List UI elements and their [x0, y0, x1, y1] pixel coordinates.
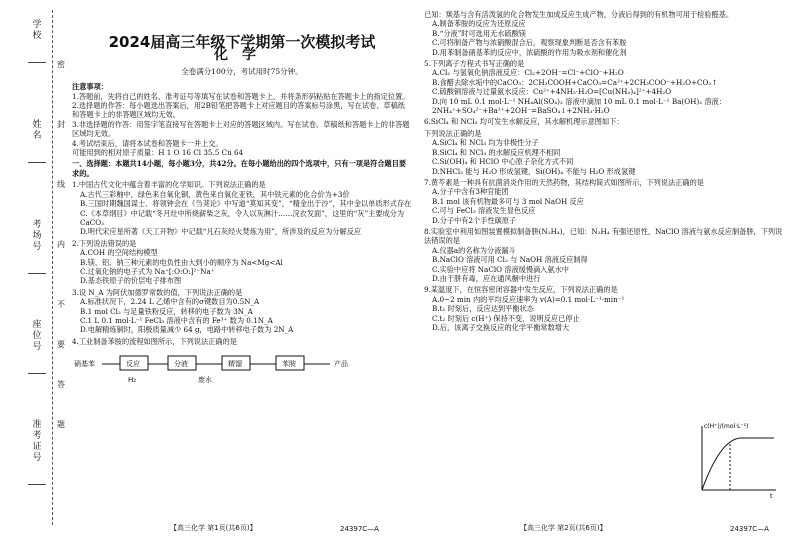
notice-item: 4.考试结束后，请将本试卷和答题卡一并上交。	[72, 138, 223, 148]
question-stem: 8.实验室中利用如图装置模拟制备肼(N₂H₄)，已知：N₂H₄ 有强还原性，NaClO 溶液与氨水反应制备肼，下列说法错误的是	[424, 226, 783, 246]
footer-left: 【高三化学 第1页(共6页)】	[170, 524, 257, 532]
question-option: B.SiCl₄ 和 NCl₃ 的水解反应机理不相同	[432, 147, 561, 157]
question-option: C.可将制备产物与浓硝酸混合后，观察现象判断是否含有苯胺	[432, 38, 627, 48]
left-column	[72, 8, 412, 508]
binding-field-id: 准考证号	[30, 420, 44, 485]
question-stem: 6.SiCl₄ 和 NCl₃ 均可发生水解反应，其水解机理示意图如下：	[424, 117, 624, 127]
question-option: D.基态铁原子的价层电子排布图	[80, 276, 182, 286]
notice-item: 2.选择题的作答：每小题选出答案后，用2B铅笔把答题卡上对应题目的答案标号涂黑，写在试卷、草稿纸和答题卡上的非答题区域均无效。	[72, 101, 405, 120]
question-stem: 3.设 N_A 为阿伏加德罗常数的值，下列说法正确的是	[72, 287, 243, 297]
seal-char: 题	[57, 420, 65, 429]
subject-title: 化学	[214, 47, 270, 64]
flow-label: 废水	[198, 376, 212, 385]
question-option: C.过氧化钠的电子式为 Na⁺[:O:O:]²⁻Na⁺	[80, 266, 215, 276]
question-option: C.可与 FeCl₃ 溶液发生显色反应	[432, 206, 536, 216]
question-option: A.古代三彩釉中，绿色来自氧化铜，黄色来自氧化亚铁，其中铁元素的化合价为+3价	[80, 189, 350, 199]
binding-dashed-line	[52, 10, 53, 525]
question-option: B.NaClO 溶液可用 Cl₂ 与 NaOH 溶液反应制得	[432, 255, 588, 265]
question-option: D.用苯制备硝基苯的反应中，浓硫酸的作用为吸水剂和催化剂	[432, 47, 627, 57]
question-option: D.由于肼有毒，应在通风橱中进行	[432, 273, 541, 283]
question-option: A.仪器a的名称为分液漏斗	[432, 245, 516, 255]
question-option: B.1 mol Cl₂ 与足量铁粉反应，转移的电子数为 3N_A	[80, 306, 253, 316]
question-stem: 2.下列说法错误的是	[72, 238, 137, 248]
question-option: A.标准状况下，2.24 L 乙烯中含有的σ键数目为0.5N_A	[80, 297, 260, 307]
notice-item: 3.非选择题的作答：用签字笔直接写在答题卡上对应的答题区域内。写在试卷、草稿纸和答题卡上的非答题区域均无效。	[72, 119, 410, 139]
section-heading: 一、选择题：本题共14小题，每小题3分，共42分。在每小题给出的四个选项中，只有一项是符合题目要求的。	[72, 159, 407, 178]
question-stem: 4.工业制备苯胺的流程如图所示，下列说法正确的是	[72, 336, 237, 346]
question-option: B.三国时期魏国谋士、将领钟会在《刍荛论》中写道“莫知其变”，“精金出于沙”，其中金以单质形式存在	[80, 199, 412, 209]
notice-item: 可能用到的相对原子质量：H 1 O 16 Cl 35.5 Cu 64	[72, 148, 244, 158]
question-stem: 下列说法正确的是	[424, 128, 482, 138]
question-option: D.向 10 mL 0.1 mol·L⁻¹ NH₄Al(SO₄)₂ 溶液中滴加 10 mL 0.1 mol·L⁻¹ Ba(OH)₂ 溶液：2NH₄⁺+SO₄²⁻+Ba²⁺+2OH⁻=BaSO₄↓+2NH₃·H₂O	[432, 96, 726, 116]
question-stem: 7.黄芩素是一种具有抗菌消炎作用的天然药物，其结构简式如图所示，下列说法正确的是	[424, 177, 704, 187]
flow-label: 产品	[334, 360, 348, 369]
seal-char: 内	[57, 240, 65, 249]
question-option: B.t₁ 时刻后，反应达到平衡状态	[432, 304, 534, 314]
question-option: A.分子中含有3种官能团	[432, 187, 509, 197]
flow-label: 硝基苯	[74, 360, 95, 369]
exam-meta: 全卷满分100分，考试用时75分钟。	[181, 66, 303, 76]
footer-right-code: 24397C—A	[730, 525, 769, 533]
question-option: C.t₂ 时刻后 c(H⁺) 保持不变，说明反应已停止	[432, 313, 580, 323]
flow-label: 精馏	[228, 360, 242, 369]
question-option: C.《本草纲目》中记载“冬月灶中所烧薪柴之灰，令人以灰淋汁……浣衣发面”，这里的“灰”主要成分为CaCO₃	[80, 208, 405, 227]
question-option: A.0~2 min 内的平均反应速率为 v(A)=0.1 mol·L⁻¹·min⁻¹	[432, 294, 625, 304]
question-option: A.COH 的空间结构模型	[80, 248, 158, 258]
question-option: C.硫酸铜溶液与过量氨水反应：Cu²⁺+4NH₃·H₂O=[Cu(NH₃)₄]²⁺+4H₂O	[432, 87, 672, 97]
flow-label: 反应	[126, 360, 140, 369]
notice-list	[72, 92, 412, 158]
seal-char: 封	[57, 120, 65, 129]
seal-char: 要	[57, 340, 65, 349]
question-option: C.1 L 0.1 mol·L⁻¹ FeCl₃ 溶液中含有的 Fe³⁺ 数为 0.1N_A	[80, 315, 273, 325]
graph-xlabel: t	[770, 493, 773, 500]
question-option: A.制备苯胺的反应为还原反应	[432, 19, 526, 29]
binding-field-school: 学校	[30, 20, 44, 63]
question-option: D.后，该离子交换反应的化学平衡常数增大	[432, 323, 570, 332]
question-option: B.食醋去除水垢中的CaCO₃：2CH₃COOH+CaCO₃=Ca²⁺+2CH₃COO⁻+H₂O+CO₂↑	[432, 77, 718, 87]
graph-ylabel: c(H⁺)/(mol·L⁻¹)	[704, 423, 749, 430]
flow-label: 苯胺	[282, 360, 296, 369]
question-stem: 已知：羰基与含有活泼氢的化合物发生加成反应生成产物，分液后得到的有机物可用于检验醛基。	[424, 10, 734, 19]
seal-char: 密	[57, 60, 65, 69]
questions-left	[72, 180, 412, 346]
question-option: C.实验中应将 NaClO 溶液缓慢滴入氨水中	[432, 264, 569, 274]
notice-item: 1.答题前，先将自己的姓名、准考证号等填写在试卷和答题卡上，并将条形码粘贴在答题卡上的指定位置。	[72, 91, 410, 101]
question-option: C.Si(OH)₄ 和 HClO 中心原子杂化方式不同	[432, 157, 574, 167]
question-option: B.“分液”时可选用无水硫酸镁	[432, 28, 526, 38]
question-option: B.1 mol 该有机物最多可与 3 mol NaOH 反应	[432, 196, 584, 206]
question-option: A.SiCl₄ 和 NCl₃ 均为非极性分子	[432, 138, 539, 148]
footer-left-code: 24397C—A	[340, 525, 379, 533]
questions-right	[424, 10, 788, 332]
question-stem: 5.下列离子方程式书写正确的是	[424, 59, 525, 69]
question-option: D.明代宋应星所著《天工开物》中记载“凡石灰经火焚炼为用”，所涉及的反应为分解反应	[80, 227, 362, 237]
binding-field-name: 姓名	[30, 120, 44, 163]
question-option: B.镁、铝、钠三种元素的电负性由大到小的顺序为 Na<Mg<Al	[80, 257, 283, 267]
binding-field-room: 考场号	[30, 220, 44, 274]
seal-char: 答	[57, 380, 65, 389]
flow-label: H₂	[128, 376, 137, 385]
question-option: D.电解精炼铜时，阳极质量减少 64 g，电路中转移电子数为 2N_A	[80, 325, 294, 335]
binding-margin	[6, 0, 66, 537]
question-option: A.Cl₂ 与氢氧化钠溶液反应：Cl₂+2OH⁻=Cl⁻+ClO⁻+H₂O	[432, 68, 624, 78]
concentration-graph	[690, 420, 780, 500]
exam-title: 2024届高三年级下学期第一次模拟考试	[108, 33, 376, 51]
question-option: D.分子中有2个手性碳原子	[432, 215, 517, 225]
flow-label: 分液	[174, 360, 188, 369]
notice-heading: 注意事项：	[72, 82, 108, 92]
footer-right: 【高三化学 第2页(共6页)】	[520, 524, 607, 532]
question-stem: 1.中国古代文化中蕴含着丰富的化学知识。下列说法正确的是	[72, 180, 266, 190]
seal-char: 不	[57, 300, 65, 309]
seal-char: 线	[57, 180, 65, 189]
aniline-flow-diagram	[72, 348, 412, 388]
question-stem: 9.某温度下，在恒容密闭容器中发生反应，下列说法正确的是	[424, 285, 618, 295]
binding-field-seat: 座位号	[30, 320, 44, 374]
question-option: D.NHCl₂ 能与 H₂O 形成氢键，Si(OH)₄ 不能与 H₂O 形成氢键	[432, 166, 636, 176]
